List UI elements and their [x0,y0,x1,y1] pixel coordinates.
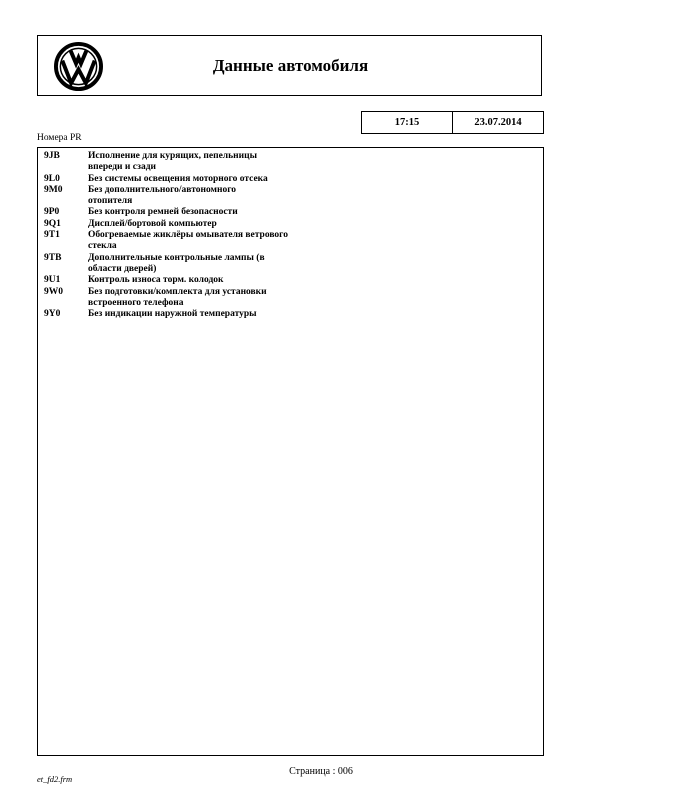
pr-code: 9L0 [44,173,60,184]
pr-description: Без подготовки/комплекта для установки встроенного телефона [88,286,267,308]
list-item [44,174,334,185]
date-value: 23.07.2014 [474,117,522,128]
page-title: Данные автомобиля [212,56,369,75]
pr-description: Без дополнительного/автономного отопителя [88,184,237,207]
pr-description: Контроль износа торм. колодок [88,275,224,286]
pr-code: 9JB [44,151,60,161]
pr-code: 9Q1 [44,218,61,229]
pr-description: Без контроля ремней безопасности [88,207,238,218]
section-label: Номера PR [37,133,82,143]
list-item [44,151,334,174]
meta-box [361,111,544,134]
pr-description: Обогреваемые жиклёры омывателя ветрового стекла [88,230,289,252]
header-box [37,35,542,96]
list-item [44,185,334,208]
pr-description: Без системы освещения моторного отсека [88,173,268,184]
pr-code: 9TB [44,252,62,263]
pr-list [44,151,334,320]
list-item [44,309,334,320]
pr-description: Дисплей/бортовой компьютер [88,218,217,229]
pr-list-box [37,147,544,756]
list-item [44,275,334,286]
pr-description: Дополнительные контрольные лампы (в области дверей) [88,252,265,274]
pr-code: 9P0 [44,207,60,218]
list-item [44,230,334,253]
pr-code: 9Y0 [44,309,61,320]
pr-code: 9U1 [44,275,61,286]
list-item [44,207,334,218]
list-item [44,219,334,230]
footer-file-name: et_fd2.frm [37,774,73,784]
list-item [44,287,334,310]
pr-code: 9W0 [44,286,63,297]
list-item [44,253,334,276]
pr-description: Без индикации наружной температуры [88,309,257,320]
pr-description: Исполнение для курящих, пепельницы впереди и сзади [88,151,257,173]
pr-code: 9M0 [44,184,63,195]
page-number: Страница : 006 [289,766,353,777]
pr-code: 9T1 [44,230,60,241]
time-value: 17:15 [362,112,453,133]
